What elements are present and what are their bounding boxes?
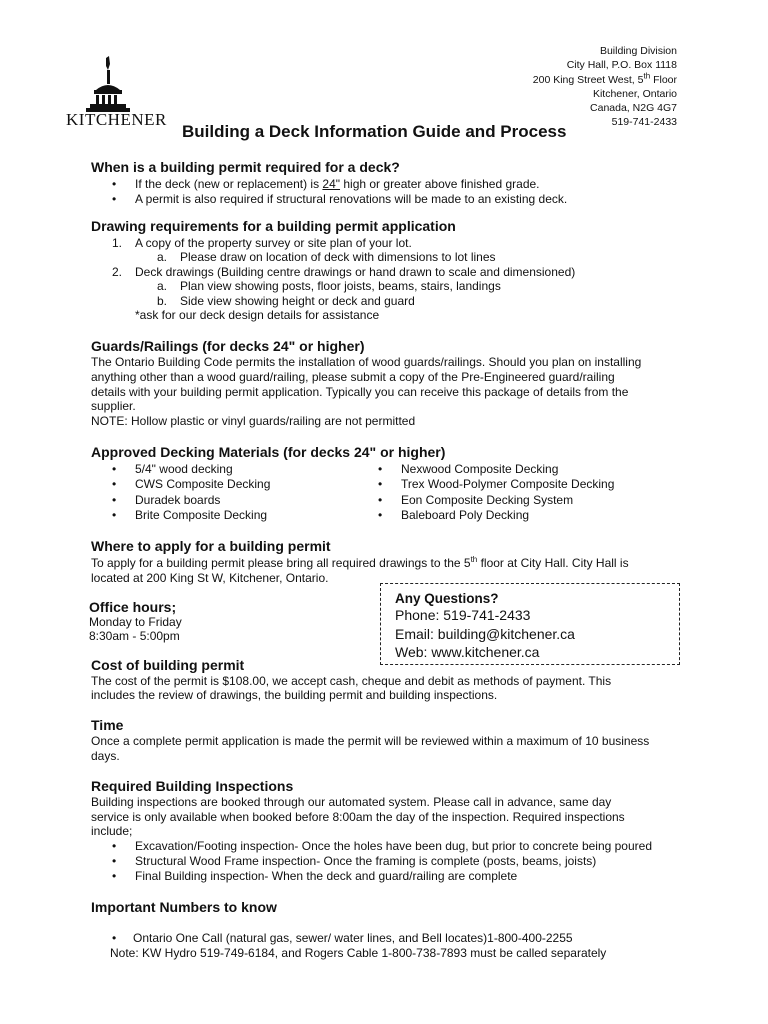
paragraph-line: The Ontario Building Code permits the installation of wood guards/railings. Should you plan on installing (91, 355, 642, 369)
list-item: A copy of the property survey or site plan of your lot. (135, 236, 412, 250)
address-phone: 519-741-2433 (611, 116, 677, 129)
contact-phone: Phone: 519-741-2433 (395, 607, 531, 623)
list-item: • If the deck (new or replacement) is 24" high or greater above finished grade. (112, 177, 540, 191)
list-item: • Baleboard Poly Decking (378, 508, 530, 522)
office-hours-heading: Office hours; (89, 599, 177, 615)
paragraph-line: Once a complete permit application is made the permit will be reviewed within a maximum of 10 business (91, 734, 650, 748)
list-item: Plan view showing posts, floor joists, beams, stairs, landings (180, 279, 501, 293)
address-division: Building Division (599, 45, 677, 57)
office-hours: 8:30am - 5:00pm (89, 629, 180, 643)
questions-heading: Any Questions? (395, 591, 499, 606)
address-line1: City Hall, P.O. Box 1118 (566, 59, 677, 72)
list-item: Deck drawings (Building centre drawings or hand drawn to scale and dimensioned) (135, 265, 576, 279)
list-item: • Final Building inspection- When the deck and guard/railing are complete (112, 869, 518, 883)
paragraph-line: The cost of the permit is $108.00, we accept cash, cheque and debit as methods of payment. This (91, 674, 612, 688)
page-title: Building a Deck Information Guide and Process (182, 122, 567, 141)
list-item: • Trex Wood-Polymer Composite Decking (378, 477, 615, 491)
paragraph-line: supplier. (91, 399, 136, 413)
office-days: Monday to Friday (89, 615, 182, 629)
list-letter: a. (157, 279, 168, 293)
paragraph-line: include; (91, 824, 133, 838)
questions-box (380, 583, 680, 665)
address-line3: Kitchener, Ontario (592, 87, 677, 100)
list-item: • Brite Composite Decking (112, 508, 268, 522)
section-permit-required-heading: When is a building permit required for a deck? (91, 159, 400, 175)
list-item: • Ontario One Call (natural gas, sewer/ water lines, and Bell locates)1-800-400-2255 (112, 931, 573, 945)
logo-wordmark: KITCHENER (66, 110, 167, 129)
list-item: • Structural Wood Frame inspection- Once the framing is complete (posts, beams, joists) (112, 854, 597, 868)
section-time-heading: Time (91, 717, 124, 733)
kitchener-logo (66, 56, 166, 132)
design-details-note: *ask for our deck design details for assistance (135, 308, 380, 322)
list-item: Please draw on location of deck with dimensions to lot lines (180, 250, 496, 264)
contact-web: Web: www.kitchener.ca (395, 644, 540, 660)
paragraph-line: days. (91, 749, 120, 763)
list-item: Side view showing height or deck and guard (180, 294, 415, 308)
paragraph-line: anything other than a wood guard/railing, please submit a copy of the Pre-Engineered guard/railing (91, 370, 615, 384)
list-item: • Excavation/Footing inspection- Once the holes have been dug, but prior to concrete being poured (112, 839, 653, 853)
paragraph-line: To apply for a building permit please bring all required drawings to the 5th floor at City Hall. City Hall is (91, 555, 629, 570)
list-letter: a. (157, 250, 168, 264)
list-item: • Nexwood Composite Decking (378, 462, 559, 476)
address-line4: Canada, N2G 4G7 (590, 102, 677, 115)
list-number: 2. (112, 265, 123, 279)
guards-note: NOTE: Hollow plastic or vinyl guards/railing are not permitted (91, 414, 416, 428)
list-letter: b. (157, 294, 168, 308)
list-item: • A permit is also required if structural renovations will be made to an existing deck. (112, 192, 568, 206)
section-inspections-heading: Required Building Inspections (91, 778, 294, 794)
paragraph-line: Building inspections are booked through our automated system. Please call in advance, same day (91, 795, 612, 809)
section-drawing-requirements-heading: Drawing requirements for a building permit application (91, 218, 456, 234)
section-decking-materials-heading: Approved Decking Materials (for decks 24" or higher) (91, 444, 446, 460)
list-item: • 5/4" wood decking (112, 462, 233, 476)
section-cost-heading: Cost of building permit (91, 657, 245, 673)
section-important-numbers-heading: Important Numbers to know (91, 899, 277, 915)
paragraph-line: includes the review of drawings, the building permit and building inspections. (91, 688, 498, 702)
list-item: • Duradek boards (112, 493, 221, 507)
paragraph-line: located at 200 King St W, Kitchener, Ontario. (91, 571, 329, 585)
address-line2: 200 King Street West, 5th Floor (532, 71, 677, 86)
list-number: 1. (112, 236, 123, 250)
list-item: • CWS Composite Decking (112, 477, 271, 491)
list-item: • Eon Composite Decking System (378, 493, 574, 507)
paragraph-line: details with your building permit application. Typically you can receive this package of details from the (91, 385, 629, 399)
section-where-to-apply-heading: Where to apply for a building permit (91, 538, 331, 554)
contact-email: Email: building@kitchener.ca (395, 626, 575, 642)
paragraph-line: service is only available when booked before 8:00am the day of the inspection. Required inspections (91, 810, 625, 824)
utilities-note: Note: KW Hydro 519-749-6184, and Rogers Cable 1-800-738-7893 must be called separately (110, 946, 607, 960)
section-guards-heading: Guards/Railings (for decks 24" or higher) (91, 338, 365, 354)
address-block (533, 44, 677, 130)
